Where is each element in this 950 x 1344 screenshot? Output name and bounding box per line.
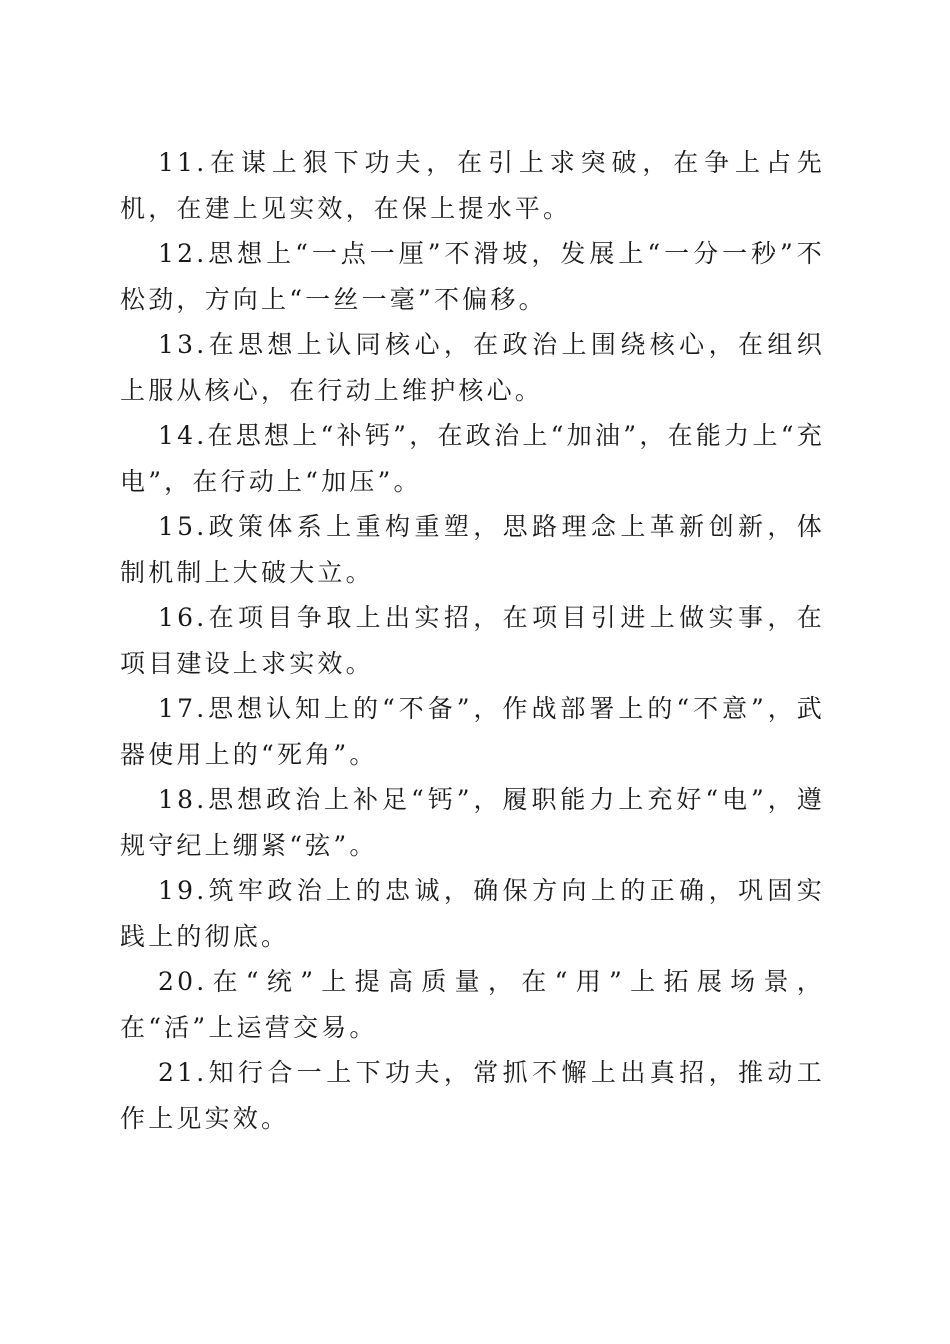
list-item-18: 18.思想政治上补足“钙”，履职能力上充好“电”，遵规守纪上绷紧“弦”。	[120, 785, 825, 860]
list-item-17: 17.思想认知上的“不备”，作战部署上的“不意”，武器使用上的“死角”。	[120, 694, 825, 769]
list-item-15: 15.政策体系上重构重塑，思路理念上革新创新，体制机制上大破大立。	[120, 512, 825, 587]
list-item-20: 20.在“统”上提高质量，在“用”上拓展场景，在“活”上运营交易。	[120, 967, 825, 1042]
list-item-16: 16.在项目争取上出实招，在项目引进上做实事，在项目建设上求实效。	[120, 603, 825, 678]
list-item-11: 11.在谋上狠下功夫，在引上求突破，在争上占先机，在建上见实效，在保上提水平。	[120, 148, 825, 223]
list-item-12: 12.思想上“一点一厘”不滑坡，发展上“一分一秒”不松劲，方向上“一丝一毫”不偏移。	[120, 239, 825, 314]
list-item-14: 14.在思想上“补钙”，在政治上“加油”，在能力上“充电”，在行动上“加压”。	[120, 421, 825, 496]
list-item-21: 21.知行合一上下功夫，常抓不懈上出真招，推动工作上见实效。	[120, 1058, 825, 1133]
list-item-19: 19.筑牢政治上的忠诚，确保方向上的正确，巩固实践上的彻底。	[120, 876, 825, 951]
list-item-13: 13.在思想上认同核心，在政治上围绕核心，在组织上服从核心，在行动上维护核心。	[120, 330, 825, 405]
document-body	[120, 140, 825, 1141]
